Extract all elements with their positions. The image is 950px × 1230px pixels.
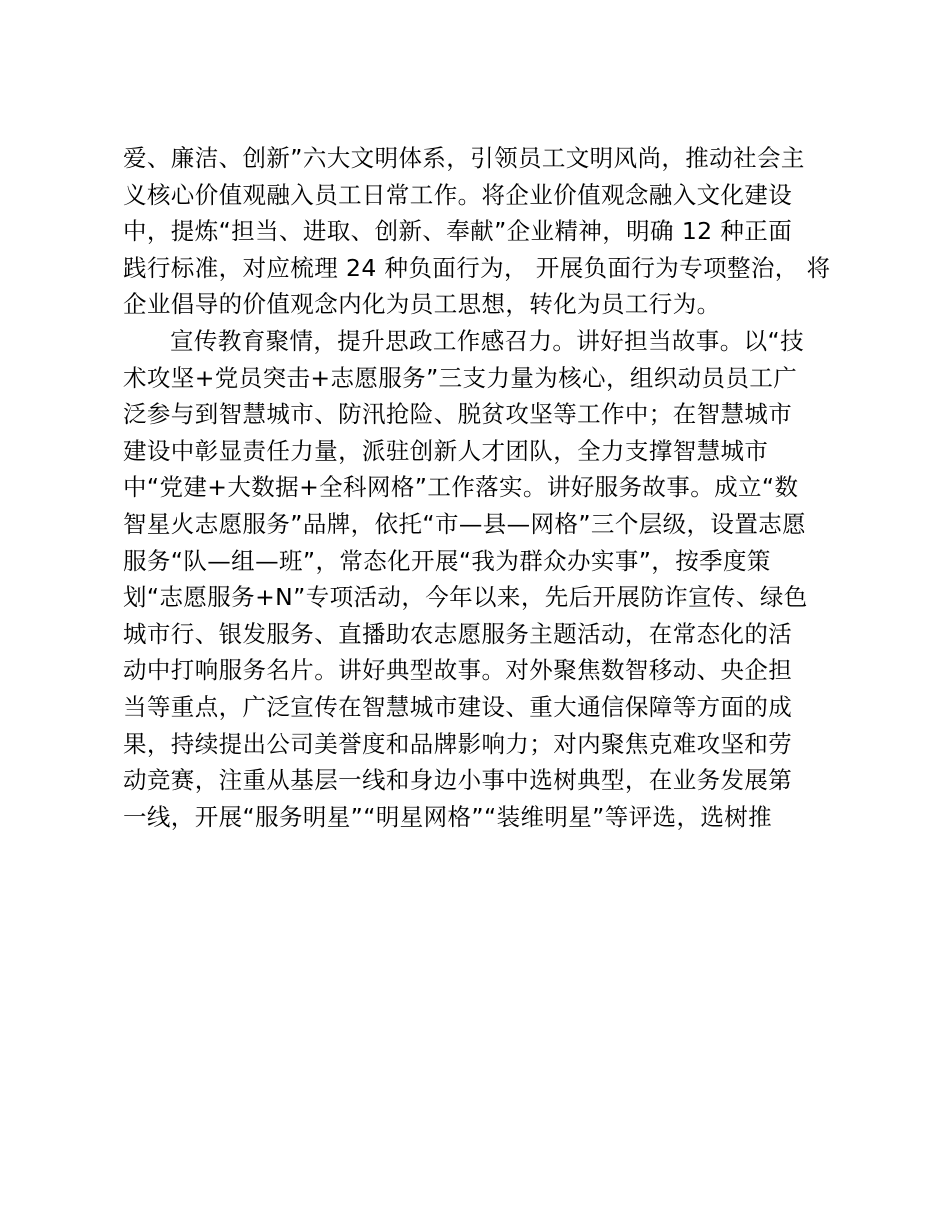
text-line-3: 中，提炼“担当、进取、创新、奉献”企业精神，明确 12 种正面 bbox=[123, 217, 793, 246]
text-line-8: 泛参与到智慧城市、防汛抢险、脱贫攻坚等工作中；在智慧城市 bbox=[123, 400, 793, 429]
text-line-7: 术攻坚+党员突击+志愿服务”三支力量为核心，组织动员员工广 bbox=[123, 363, 798, 392]
text-line-9: 建设中彰显责任力量，派驻创新人才团队，全力支撑智慧城市 bbox=[123, 436, 769, 465]
text-line-12: 服务“队—组—班”，常态化开展“我为群众办实事”，按季度策 bbox=[123, 546, 771, 575]
paragraph-start-line: 宣传教育聚情，提升思政工作感召力。讲好担当故事。以“技 bbox=[170, 326, 804, 355]
text-line-5: 企业倡导的价值观念内化为员工思想，转化为员工行为。 bbox=[123, 290, 721, 319]
text-line-15: 动中打响服务名片。讲好典型故事。对外聚焦数智移动、央企担 bbox=[123, 656, 793, 685]
text-line-10: 中“党建+大数据+全科网格”工作落实。讲好服务故事。成立“数 bbox=[123, 473, 799, 502]
document-body bbox=[123, 140, 843, 835]
text-line-4: 践行标准，对应梳理 24 种负面行为， 开展负面行为专项整治， 将 bbox=[123, 253, 831, 282]
text-line-2: 义核心价值观融入员工日常工作。将企业价值观念融入文化建设 bbox=[123, 180, 793, 209]
text-line-18: 动竞赛，注重从基层一线和身边小事中选树典型，在业务发展第 bbox=[123, 766, 793, 795]
text-line-19: 一线，开展“服务明星”“明星网格”“装维明星”等评选，选树推 bbox=[123, 802, 773, 831]
text-line-16: 当等重点，广泛宣传在智慧城市建设、重大通信保障等方面的成 bbox=[123, 692, 793, 721]
text-line-13: 划“志愿服务+N”专项活动，今年以来，先后开展防诈宣传、绿色 bbox=[123, 583, 808, 612]
text-line-1: 爱、廉洁、创新”六大文明体系，引领员工文明风尚，推动社会主 bbox=[123, 144, 805, 172]
text-line-11: 智星火志愿服务”品牌，依托“市—县—网格”三个层级，设置志愿 bbox=[123, 509, 807, 538]
text-line-14: 城市行、银发服务、直播助农志愿服务主题活动，在常态化的活 bbox=[123, 619, 793, 648]
text-line-17: 果，持续提出公司美誉度和品牌影响力；对内聚焦克难攻坚和劳 bbox=[123, 729, 793, 758]
